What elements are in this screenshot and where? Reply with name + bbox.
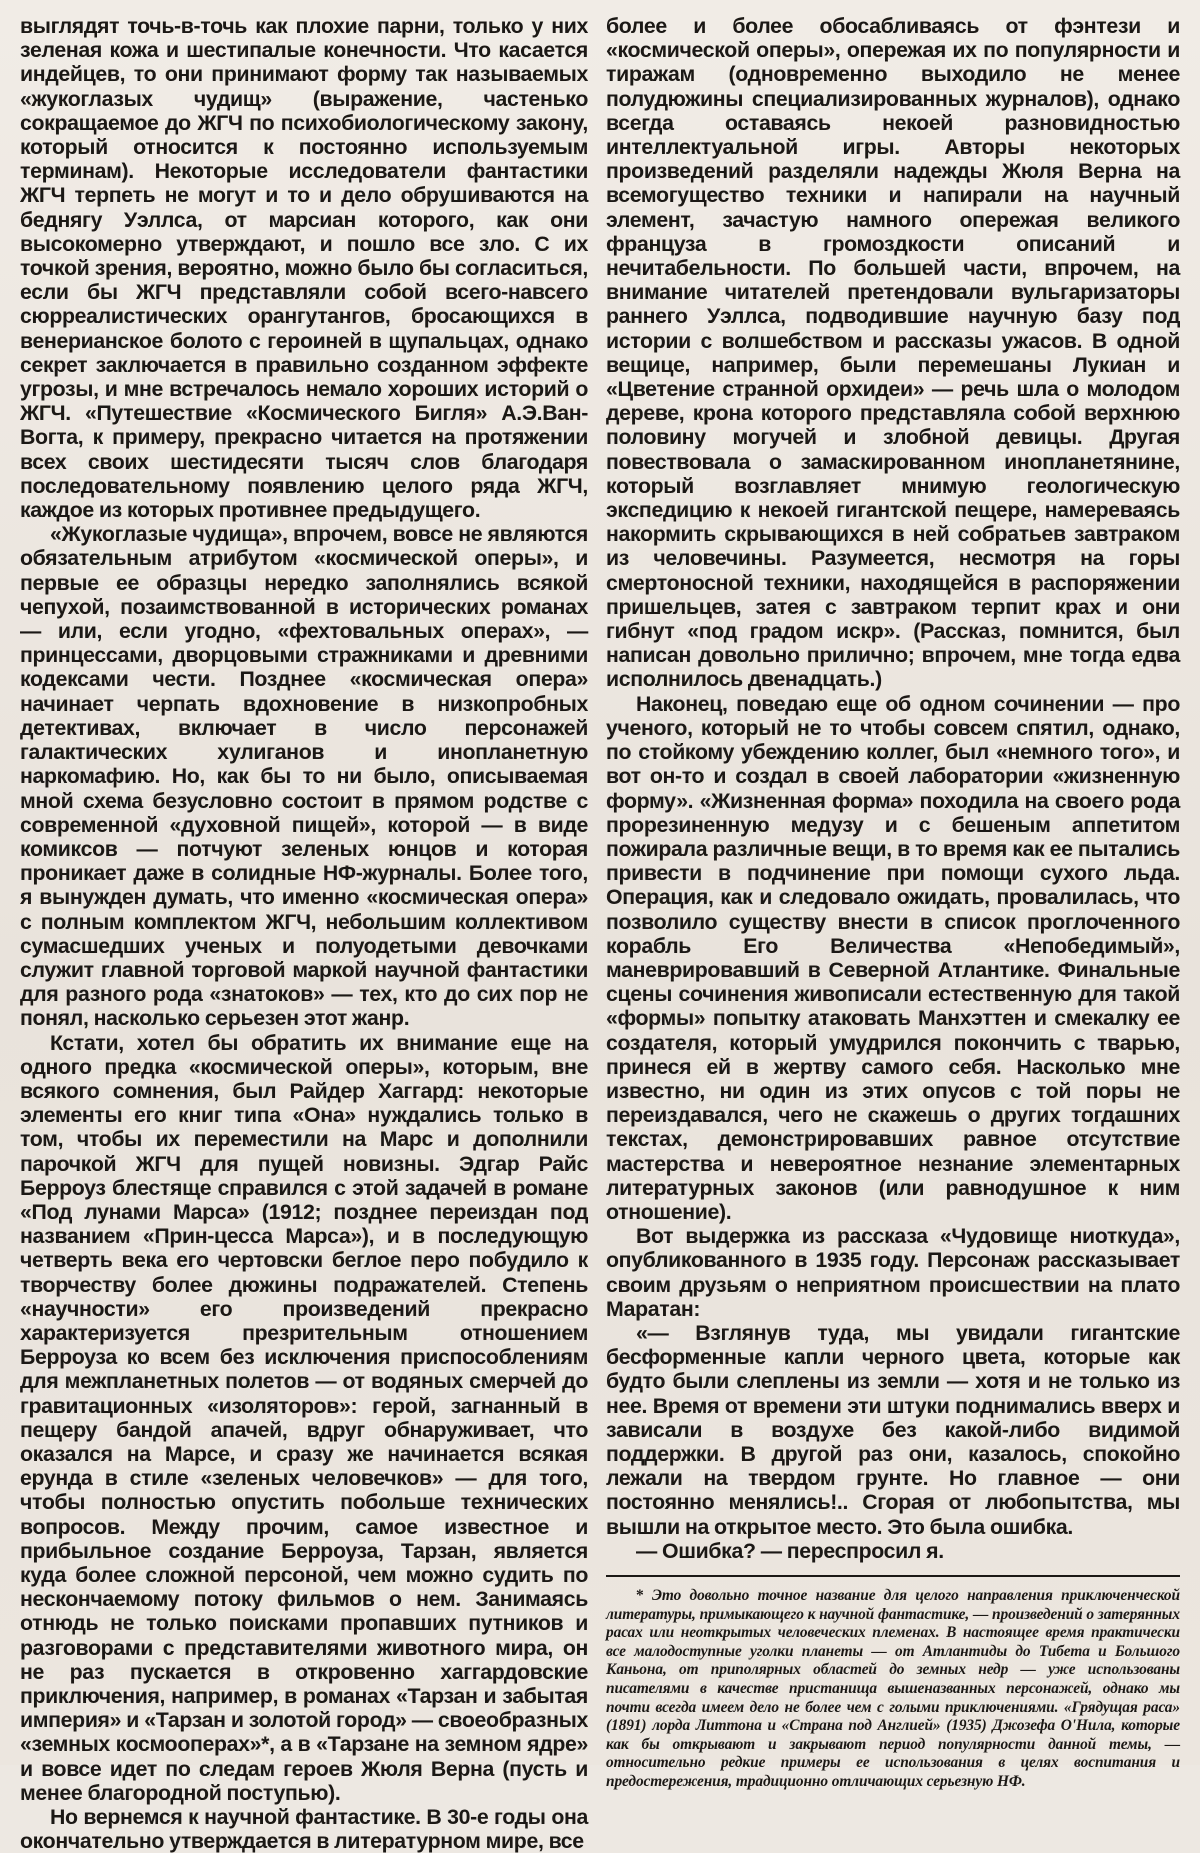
paragraph: выглядят точь-в-точь как плохие парни, только у них зеленая кожа и шестипалые конечности. Что касается индейцев, то они принимают форму так называемых «жукоглазых чудищ» (выражение, частенько сокращаемое до ЖГЧ по психобиологическому закону, который относится к постоянно используемым терминам). Некоторые исследователи фантастики ЖГЧ терпеть не могут и то и дело обрушиваются на беднягу Уэллса, от марсиан которого, как они высокомерно утверждают, и пошло все зло. С их точкой зрения, вероятно, можно было бы согласиться, если бы ЖГЧ представляли собой всего-навсего сюрреалистических орангутангов, бросающихся в венерианское болото с героиней в щупальцах, однако секрет заключается в правильно созданном эффекте угрозы, и мне встречалось немало хороших историй о ЖГЧ. «Путешествие «Космического Бигля» А.Э.Ван-Вогта, к примеру, прекрасно читается на протяжении всех своих шестидесяти тысяч слов благодаря последовательному появлению целого ряда ЖГЧ, каждое из которых противнее предыдущего. <box>20 14 588 523</box>
paragraph: «Жукоглазые чудища», впрочем, вовсе не являются обязательным атрибутом «космической оперы», и первые ее образцы нередко заполнялись всякой чепухой, позаимствованной в исторических романах — или, если угодно, «фехтовальных операх», — принцессами, дворцовыми стражниками и древними кодексами чести. Позднее «космическая опера» начинает черпать вдохновение в низкопробных детективах, включает в число персонажей галактических хулиганов и инопланетную наркомафию. Но, как бы то ни было, описываемая мной схема безусловно состоит в прямом родстве с современной «духовной пищей», которой — в виде комиксов — потчуют зеленых юнцов и которая проникает даже в солидные НФ-журналы. Более того, я вынужден думать, что именно «космическая опера» с полным комплектом ЖГЧ, небольшим коллективом сумасшедших ученых и полуодетыми девочками служит главной торговой маркой научной фантастики для разного рода «знатоков» — тех, кто до сих пор не понял, насколько серьезен этот жанр. <box>20 522 588 1031</box>
footnote-divider <box>606 1575 1180 1577</box>
paragraph: более и более обосабливаясь от фэнтези и «космической оперы», опережая их по популярности и тиражам (одновременно выходило не менее полудюжины специализированных журналов), однако всегда оставаясь некоей разновидностью интеллектуальной игры. Авторы некоторых произведений разделяли надежды Жюля Верна на всемогущество техники и напирали на научный элемент, зачастую намного опережая великого француза в громоздкости описаний и нечитабельности. По большей части, впрочем, на внимание читателей претендовали вульгаризаторы раннего Уэллса, подводившие научную базу под истории с волшебством и рассказы ужасов. В одной вещице, например, были перемешаны Лукиан и «Цветение странной орхидеи» — речь шла о молодом дереве, крона которого представляла собой верхнюю половину могучей и злобной девицы. Другая повествовала о замаскированном инопланетянине, который возглавляет мнимую геологическую экспедицию к некоей гигантской пещере, намереваясь накормить скрывающихся в ней собратьев завтраком из человечины. Разумеется, несмотря на горы смертоносной техники, находящейся в распоряжении пришельцев, затея с завтраком терпит крах и они гибнут «под градом искр». (Рассказ, помнится, был написан довольно прилично; впрочем, мне тогда едва исполнилось двенадцать.) <box>606 14 1180 692</box>
quoted-passage: «— Взглянув туда, мы увидали гигантские бесформенные капли черного цвета, которые как будто были слеплены из земли — хотя и не только из нее. Время от времени эти штуки поднимались вверх и зависали в воздухе без какой-либо видимой поддержки. В другой раз они, казалось, спокойно лежали на твердом грунте. Но главное — они постоянно менялись!.. Сгорая от любопытства, мы вышли на открытое место. Это была ошибка. <box>606 1320 1180 1539</box>
footnote-text: Это довольно точное название для целого направления приключенческой литературы, примыкающего к научной фантастике, — произведений о затерянных расах или неоткрытых человеческих племенах. В настоящее время практически все малодоступные уголки планеты — от Атлантиды до Тибета и Большого Каньона, от приполярных областей до земных недр — уже использованы писателями в качестве пристанища вышеназванных персонажей, однако мы почти всегда имеем дело не более чем с голыми приключениями. «Грядущая раса» (1891) лорда Литтона и «Страна под Англией» (1935) Джозефа О'Нила, которые как бы открывают и закрывают период популярности данной темы, — относительно редкие примеры ее использования в целях воспитания и предостережения, традиционно отличающих серьезную НФ. <box>606 1587 1180 1790</box>
paragraph: Но вернемся к научной фантастике. В 30-е годы она окончательно утверждается в литературном мире, все <box>20 1805 588 1853</box>
paragraph: Наконец, поведаю еще об одном сочинении — про ученого, который не то чтобы совсем спятил, однако, по стойкому убеждению коллег, был «немного того», и вот он-то и создал в своей лаборатории «жизненную форму». «Жизненная форма» походила на своего рода прорезиненную медузу и с бешеным аппетитом пожирала различные вещи, в то время как ее пытались привести в подчинение при помощи сухого льда. Операция, как и следовало ожидать, провалилась, что позволило существу внести в список проглоченного корабль Его Величества «Непобедимый», маневрировавший в Северной Атлантике. Финальные сцены сочинения живописали естественную для такой «формы» попытку атаковать Манхэттен и смекалку ее создателя, который умудрился покончить с тварью, принеся ей в жертву самого себя. Насколько мне известно, ни один из этих опусов с той поры не переиздавался, чего не скажешь о других тогдашних текстах, демонстрировавших равное отсутствие мастерства и невероятное незнание элементарных литературных законов (или равнодушное к ним отношение). <box>606 691 1180 1224</box>
footnote-marker: * <box>636 1587 644 1604</box>
right-column <box>606 14 1180 1792</box>
footnote <box>606 1587 1180 1792</box>
paragraph: Кстати, хотел бы обратить их внимание еще на одного предка «космической оперы», которым, вне всякого сомнения, был Райдер Хаггард: некоторые элементы его книг типа «Она» нуждались только в том, чтобы их переместили на Марс и дополнили парочкой ЖГЧ для пущей новизны. Эдгар Райс Берроуз блестяще справился с этой задачей в романе «Под лунами Марса» (1912; позднее переиздан под названием «Прин-цесса Марса»), и в последующую четверть века его чертовски беглое перо побудило к творчеству более дюжины подражателей. Степень «научности» его произведений прекрасно характеризуется презрительным отношением Берроуза ко всем без исключения приспособлениям для межпланетных полетов — от водяных смерчей до гравитационных «изоляторов»: герой, загнанный в пещеру бандой апачей, вдруг обнаруживает, что оказался на Марсе, и сразу же начинается всякая ерунда в стиле «зеленых человечков» — для того, чтобы полностью опустить побольше технических вопросов. Между прочим, самое известное и прибыльное создание Берроуза, Тарзан, является куда более сложной персоной, чем можно судить по нескончаемому потоку фильмов о нем. Занимаясь отнюдь не только поисками пропавших путников и разговорами с представителями животного мира, он не раз пускается в откровенно хаггардовские приключения, например, в романах «Тарзан и забытая империя» и «Тарзан и золотой город» — своеобразных «земных космооперах»*, а в «Тарзане на земном ядре» и вовсе идет по следам героев Жюля Верна (пусть и менее благородной поступью). <box>20 1030 588 1805</box>
paragraph: Вот выдержка из рассказа «Чудовище ниоткуда», опубликованного в 1935 году. Персонаж рассказывает своим друзьям о неприятном происшествии на плато Маратан: <box>606 1224 1180 1321</box>
left-column <box>20 14 588 1853</box>
quoted-passage-reply: — Ошибка? — переспросил я. <box>636 1538 944 1563</box>
